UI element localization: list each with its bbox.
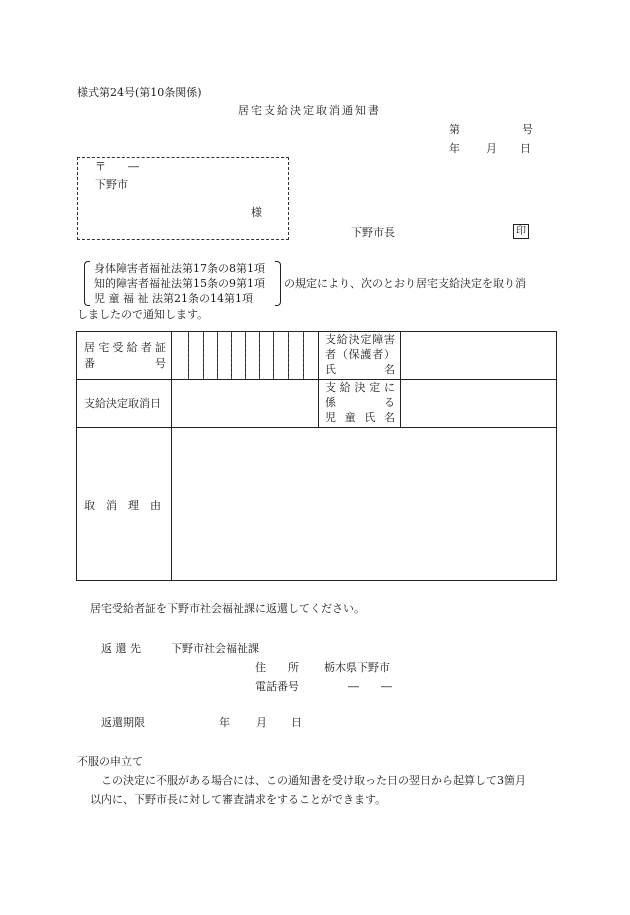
- return-tel-value: ― ―: [348, 680, 392, 693]
- label-child-name-2: 係 る: [325, 396, 395, 409]
- postal-code: 〒 ―: [95, 160, 139, 173]
- appeal-line1: この決定に不服がある場合には、この通知書を受け取った日の翌日から起算して3箇月: [101, 774, 526, 787]
- deadline-year: 年: [219, 716, 230, 729]
- deadline-day: 日: [291, 716, 302, 729]
- page-title: 居宅支給決定取消通知書: [238, 104, 381, 117]
- doc-no-go: 号: [522, 123, 533, 136]
- return-tel-label: 電話番号: [255, 680, 299, 693]
- label-disabled-name-1: 支給決定障害: [325, 333, 395, 346]
- return-to-label: 返 還 先: [101, 642, 141, 655]
- deadline-label: 返還期限: [101, 716, 145, 729]
- appeal-heading: 不服の申立て: [77, 755, 143, 768]
- date-day: 日: [520, 142, 531, 155]
- body-text-line2: しましたので通知します。: [77, 308, 209, 321]
- appeal-line2: 以内に、下野市長に対して審査請求をすることができます。: [90, 793, 387, 806]
- label-disabled-name-2: 者（保護者）: [325, 348, 395, 361]
- label-cancel-reason: 取 消 理 由: [84, 499, 161, 512]
- deadline-month: 月: [256, 716, 267, 729]
- law-1: 身体障害者福祉法第17条の8第1項: [94, 262, 265, 275]
- law-2: 知的障害者福祉法第15条の9第1項: [94, 277, 265, 290]
- return-notice: 居宅受給者証を下野市社会福祉課に返還してください。: [90, 602, 365, 615]
- law-3: 児 童 福 祉 法第21条の14第1項: [94, 292, 253, 305]
- label-cancel-date: 支給決定取消日: [84, 397, 161, 410]
- label-child-name-1: 支給決定に: [325, 381, 395, 394]
- issuer-name: 下野市長: [351, 226, 395, 239]
- address-city: 下野市: [95, 178, 128, 191]
- return-addr-label: 住 所: [255, 661, 299, 674]
- right-brace: [275, 261, 281, 306]
- date-year: 年: [449, 142, 460, 155]
- left-brace: [84, 261, 90, 306]
- label-recipient-no-2: 番 号: [84, 357, 166, 370]
- doc-no-dai: 第: [449, 123, 460, 136]
- label-disabled-name-3: 氏 名: [325, 363, 395, 376]
- info-table: [76, 331, 557, 581]
- return-addr-value: 栃木県下野市: [324, 661, 390, 674]
- label-recipient-no-1: 居宅受給者証: [84, 341, 166, 354]
- body-text-line1: の規定により、次のとおり居宅支給決定を取り消: [284, 277, 526, 290]
- date-month: 月: [486, 142, 497, 155]
- seal-mark: 印: [513, 224, 529, 239]
- form-number: 様式第24号(第10条関係): [77, 86, 202, 99]
- return-to-value: 下野市社会福祉課: [171, 642, 259, 655]
- address-sama: 様: [251, 206, 262, 219]
- label-child-name-3: 児 童 氏 名: [325, 411, 395, 424]
